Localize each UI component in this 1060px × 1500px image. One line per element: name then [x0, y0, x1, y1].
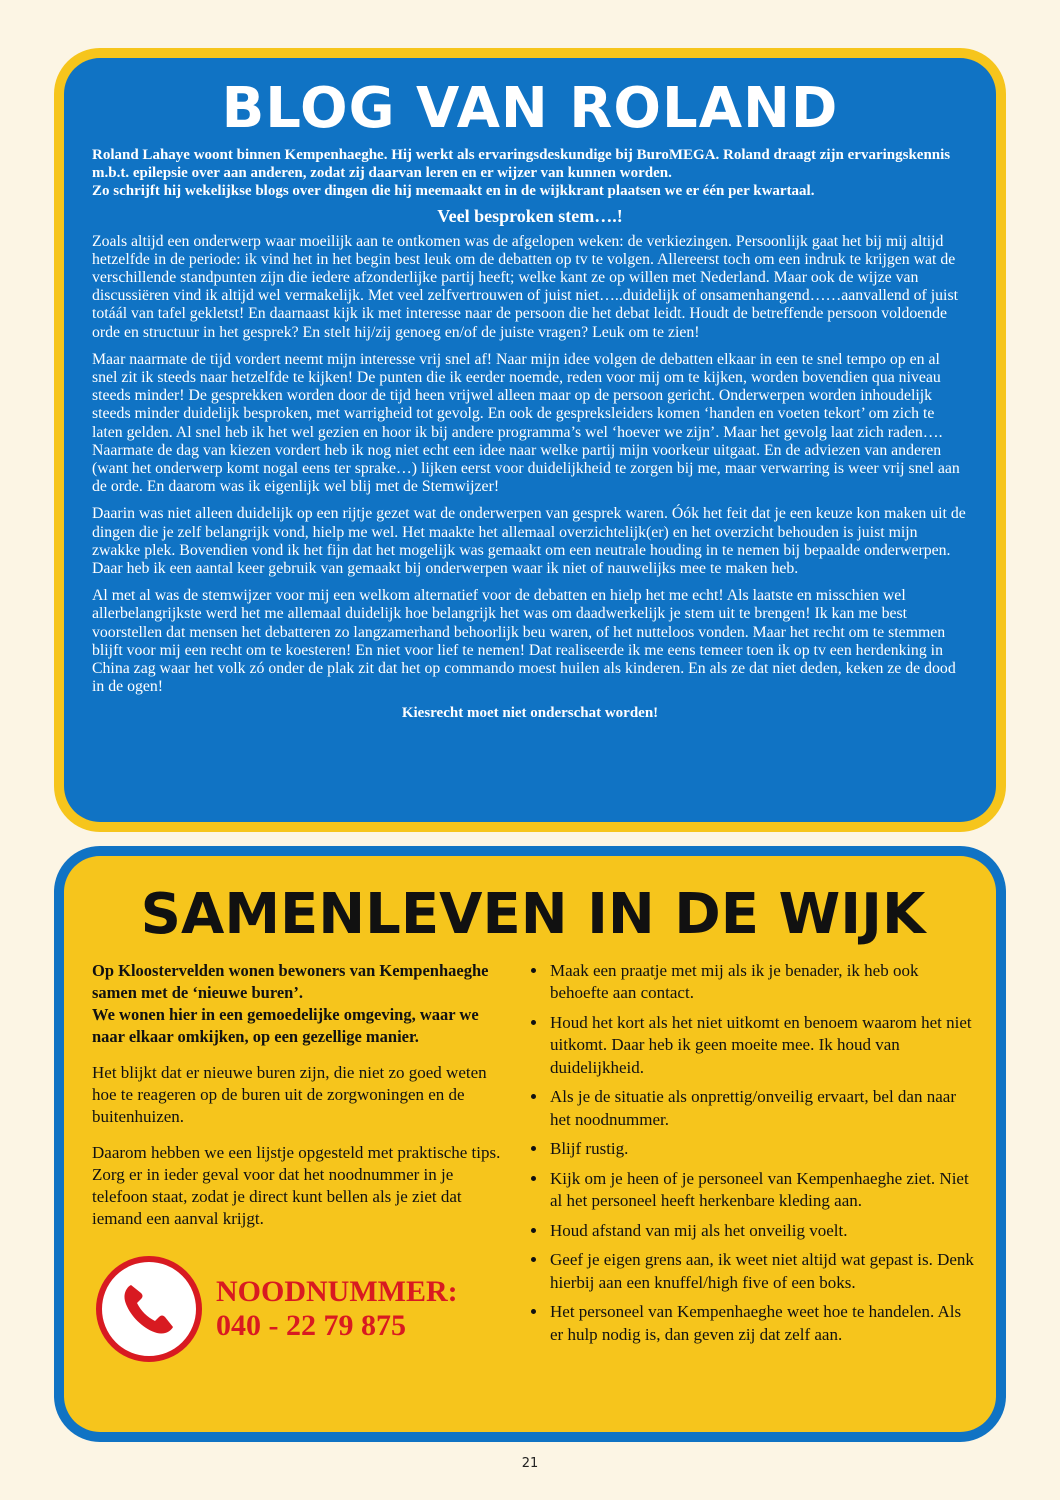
blog-paragraph: Zoals altijd een onderwerp waar moeilijk aan te ontkomen was de afgelopen weken: de verkiezingen. Persoonlijk gaat het bij mij altijd hetzelfde in de periode: ik vind het in het begin best leuk om de debatten op tv te volgen. Allereerst toch om een indruk te krijgen wat de verschillende standpunten zijn die iedere afzonderlijke partij heeft; welke kant ze op willen met Nederland. Maar ook de wijze van discussiëren vind ik altijd wel vermakelijk. Met veel zelfvertrouwen of juist niet…..duidelijk of onsamenhangend……aanvallend of juist totáál van tafel gekletst! En daarnaast kijk ik met interesse naar de persoon die het debat leidt. Houdt de betreffende persoon voldoende orde en structuur in het gesprek? En stelt hij/zij genoeg en/of de juiste vragen? Leuk om te zien! [92, 232, 958, 341]
blog-section [54, 48, 1006, 832]
blog-closing: Kiesrecht moet niet onderschat worden! [401, 705, 659, 722]
blog-paragraph: Daarin was niet alleen duidelijk op een rijtje gezet wat de onderwerpen van gesprek waren. Óók het feit dat je een keuze kon maken uit de dingen die je zelf belangrijk vond, hielp me wel. Het maakte het allemaal overzichtelijk(er) en het overzicht behouden is juist mijn zwakke plek. Bovendien vond ik het fijn dat het mogelijk was gemaakt om een neutrale houding in te nemen bij bepaalde onderwerpen. Daar heb ik een aantal keer gebruik van gemaakt bij onderwerpen waar ik niet of nauwelijks mee te maken heb. [92, 505, 966, 578]
tip-item: • Houd afstand van mij als het onveilig voelt. [548, 1220, 974, 1243]
blog-subheading: Veel besproken stem….! [437, 205, 623, 226]
blog-paragraph: Al met al was de stemwijzer voor mij een welkom alternatief voor de debatten en hielp het me echt! Als laatste en misschien wel allerbelangrijkste werd het me allemaal duidelijk hoe belangrijk het was om daadwerkelijk je stem uit te brengen! Ik kan me best voorstellen dat mensen het debatteren zo langzamerhand behoorlijk beu waren, of het nutteloos vonden. Maar het recht om te stemmen blijft voor mij een recht om te koesteren! En niet voor lief te nemen! Dat realiseerde ik me eens temeer toen ik op tv een herdenking in China zag waar het volk zó onder de plak zit dat het op commando moest huilen als kinderen. En als ze dat niet deden, keken ze de dood in de ogen! [92, 587, 956, 696]
tips-list [522, 960, 974, 1347]
tip-item: • Geef je eigen grens aan, ik weet niet altijd wat gepast is. Denk hierbij aan een knuffel/high five of een boks. [548, 1249, 974, 1294]
emergency-label: NOODNUMMER: [216, 1274, 458, 1308]
samenleven-paragraph: Het blijkt dat er nieuwe buren zijn, die niet zo goed weten hoe te reageren op de buren uit de zorgwoningen en de buitenhuizen. [92, 1062, 487, 1126]
noodnummer-advice: Zorg er in ieder geval voor dat het noodnummer in je telefoon staat, zodat je direct kunt bellen als je ziet dat iemand een aanval krijgt. [92, 1164, 462, 1228]
samenleven-section [54, 846, 1006, 1442]
samenleven-left-column [92, 960, 502, 1362]
blog-intro-line: Zo schrijft hij wekelijkse blogs over dingen die hij meemaakt en in de wijkkrant plaatsen we er één per kwartaal. [92, 182, 815, 199]
blog-panel [64, 58, 996, 822]
emergency-text [216, 1275, 458, 1343]
blog-intro-line: Roland Lahaye woont binnen Kempenhaeghe. Hij werkt als ervaringsdeskundige bij BuroMEGA. Roland draagt zijn ervaringskennis m.b.t. epilepsie over aan anderen, zodat zij daarvan leren en er wijzer van kunnen worden. [92, 146, 951, 181]
blog-intro [92, 146, 968, 200]
blog-paragraph: Maar naarmate de tijd vordert neemt mijn interesse vrij snel af! Naar mijn idee volgen de debatten elkaar in een te snel tempo op en al snel zit ik steeds naar hetzelfde te kijken! De punten die ik eerder noemde, reden voor mij om te kijken, worden bovendien qua niveau steeds minder! De gesprekken worden door de tijd heen vrijwel alleen maar op de persoon gericht. Onderwerpen worden inhoudelijk steeds minder duidelijk besproken, met warrigheid tot gevolg. En ook de gespreksleiders komen ‘handen en voeten tekort’ om zich te laten gelden. Al snel heb ik het wel gezien en hoor ik bij andere programma’s wel ‘hoever we zijn’. Maar het gevolg laat zich raden…. Naarmate de dag van kiezen vordert heb ik nog niet echt een idee naar welke partij mijn voorkeur uitgaat. En de adviezen van anderen (want het onderwerp komt nogal eens ter sprake…) lijken eerst voor duidelijkheid te zorgen bij me, maar verwarring is weer vrij snel aan de orde. En daarom was ik eigenlijk wel blij met de Stemwijzer! [92, 350, 960, 496]
tip-item: • Kijk om je heen of je personeel van Kempenhaeghe ziet. Niet al het personeel heeft herkenbare kleding aan. [548, 1168, 974, 1213]
samenleven-lead [92, 960, 502, 1048]
tip-item: • Het personeel van Kempenhaeghe weet hoe te handelen. Als er hulp nodig is, dan geven zij dat zelf aan. [548, 1301, 974, 1346]
phone-handset-icon [96, 1256, 202, 1362]
samenleven-paragraph [92, 1142, 502, 1230]
samenleven-right-column [522, 960, 974, 1362]
blog-title: BLOG VAN ROLAND [221, 76, 839, 141]
emergency-block [92, 1256, 502, 1362]
samenleven-title: SAMENLEVEN IN DE WIJK [140, 882, 926, 947]
page-number: 21 [521, 1456, 539, 1471]
samenleven-panel [64, 856, 996, 1432]
tip-item: • Als je de situatie als onprettig/onveilig ervaart, bel dan naar het noodnummer. [548, 1086, 974, 1131]
emergency-number[interactable]: 040 - 22 79 875 [216, 1308, 406, 1342]
tip-item: • Maak een praatje met mij als ik je benader, ik heb ook behoefte aan contact. [548, 960, 974, 1005]
tips-intro: Daarom hebben we een lijstje opgesteld met praktische tips. [92, 1142, 501, 1162]
tip-item: • Blijf rustig. [548, 1138, 974, 1161]
tip-item: • Houd het kort als het niet uitkomt en benoem waarom het niet uitkomt. Daar heb ik geen moeite mee. Ik houd van duidelijkheid. [548, 1012, 974, 1080]
lead-line: Op Kloostervelden wonen bewoners van Kempenhaeghe samen met de ‘nieuwe buren’. [92, 960, 489, 1002]
lead-line: We wonen hier in een gemoedelijke omgeving, waar we naar elkaar omkijken, op een gezellige manier. [92, 1004, 479, 1046]
samenleven-columns [92, 960, 974, 1362]
